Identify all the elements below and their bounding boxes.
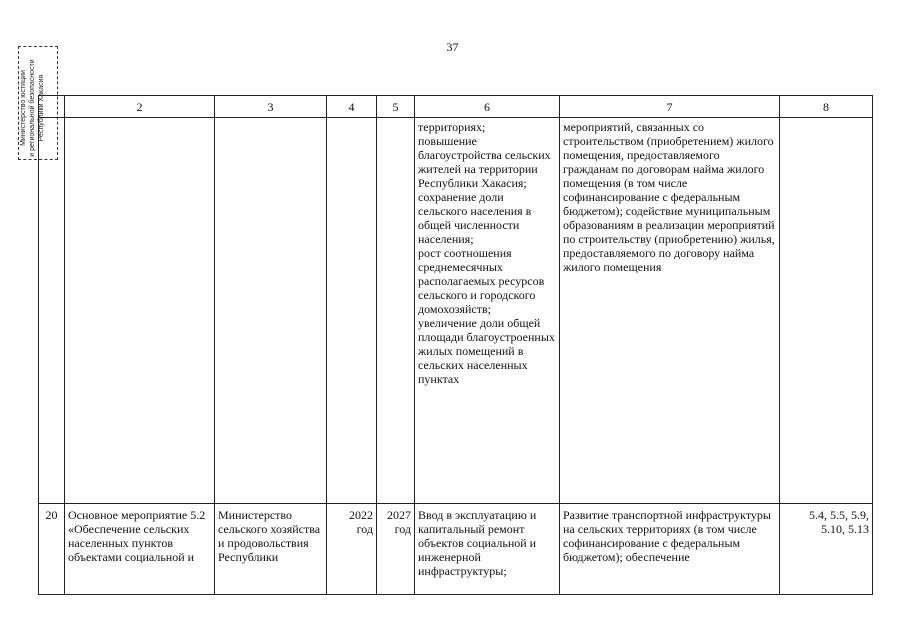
table-row xyxy=(39,504,873,595)
table-header-row xyxy=(39,96,873,118)
table-cell: Министерство сельского хозяйства и продовольствия Республики xyxy=(215,504,327,595)
table-cell xyxy=(215,118,327,504)
table-cell: Развитие транспортной инфраструктуры на сельских территориях (в том числе софинансирование с федеральным бюджетом); обеспечение xyxy=(560,504,780,595)
header-cell: 5 xyxy=(377,96,415,118)
table-cell: 20 xyxy=(39,504,65,595)
stamp-line: и региональной безопасности xyxy=(29,59,36,157)
page-number: 37 xyxy=(446,40,459,54)
table-cell: Основное мероприятие 5.2 «Обеспечение сельских населенных пунктов объектами социальной и xyxy=(65,504,215,595)
table-cell xyxy=(39,118,65,504)
stamp-line: Республики Хакасия xyxy=(38,74,45,142)
header-cell xyxy=(39,96,65,118)
header-cell: 4 xyxy=(327,96,377,118)
header-cell: 2 xyxy=(65,96,215,118)
header-cell: 7 xyxy=(560,96,780,118)
table-cell: 2027 год xyxy=(377,504,415,595)
header-cell: 6 xyxy=(415,96,560,118)
table-cell: мероприятий, связанных со строительством (приобретением) жилого помещения, предоставляемого гражданам по договорам найма жилого помещения (в том числе софинансирование с федеральным бюджетом); содействие муниципальным образованиям в реализации мероприятий по строительству (приобретению) жилья, предоставляемого по договору найма жилого помещения xyxy=(560,118,780,504)
header-cell: 3 xyxy=(215,96,327,118)
table-row xyxy=(39,118,873,504)
program-table xyxy=(38,95,873,595)
table-cell xyxy=(780,118,873,504)
table-cell xyxy=(377,118,415,504)
table-cell: 2022 год xyxy=(327,504,377,595)
table-cell xyxy=(65,118,215,504)
table-cell: Ввод в эксплуатацию и капитальный ремонт объектов социальной и инженерной инфраструктуры; xyxy=(415,504,560,595)
table-cell: территориях; повышение благоустройства сельских жителей на территории Республики Хакасия; сохранение доли сельского населения в общей численности населения; рост соотношения среднемесячных располагаемых ресурсов сельского и городского домохозяйств; увеличение доли общей площади благоустроенных жилых помещений в сельских населенных пунктах xyxy=(415,118,560,504)
stamp-line: Министерство юстиции xyxy=(20,70,27,146)
table-cell xyxy=(327,118,377,504)
table-cell: 5.4, 5.5, 5.9, 5.10, 5.13 xyxy=(780,504,873,595)
header-cell: 8 xyxy=(780,96,873,118)
